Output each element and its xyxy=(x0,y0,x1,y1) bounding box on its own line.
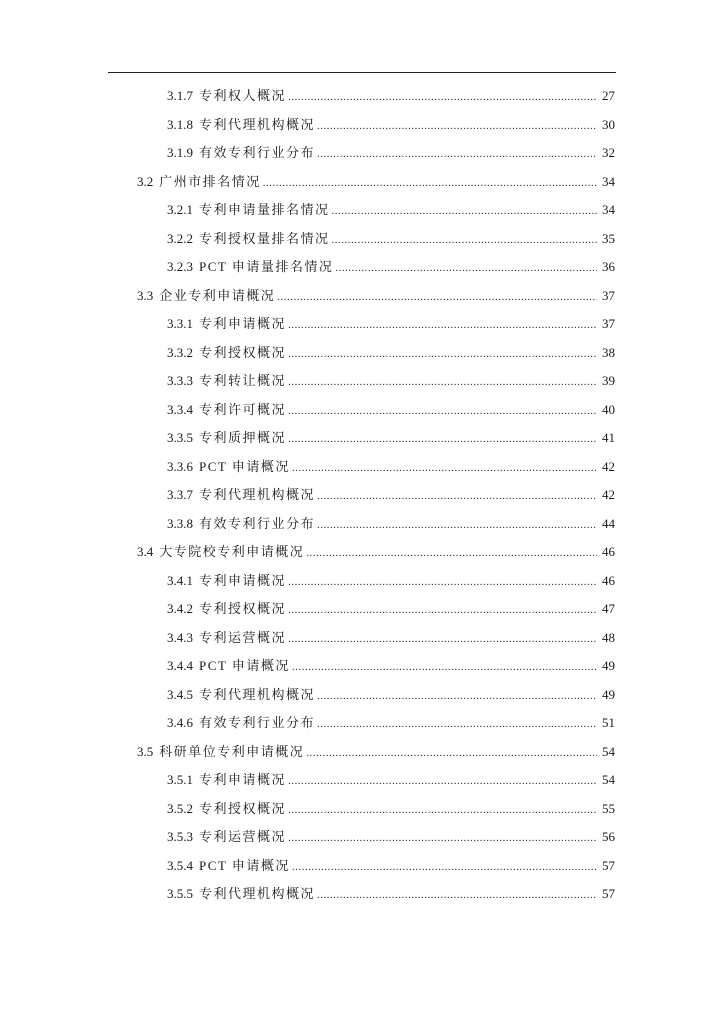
toc-entry-page: 54 xyxy=(602,743,615,759)
toc-entry-page: 49 xyxy=(602,658,615,673)
toc-entry-title: 广州市排名情况 xyxy=(159,173,261,189)
toc-entry-page: 49 xyxy=(602,686,615,702)
toc-entry-page: 40 xyxy=(602,401,615,417)
toc-entry[interactable] xyxy=(167,371,615,391)
toc-entry-title: 企业专利申请概况 xyxy=(159,287,276,303)
toc-entry-page: 41 xyxy=(602,430,615,445)
toc-entry-page: 27 xyxy=(602,88,615,103)
toc-entry-number: 3.4 xyxy=(137,544,154,559)
toc-entry-number: 3.5.2 xyxy=(167,800,193,816)
toc-entry-number: 3.4.4 xyxy=(167,658,193,673)
toc-entry-title: 专利质押概况 xyxy=(199,430,287,445)
toc-entry-title: 有效专利行业分布 xyxy=(199,145,316,160)
toc-entry[interactable] xyxy=(167,685,615,705)
toc-entry-title: 专利许可概况 xyxy=(199,401,287,417)
toc-entry-number: 3.2.1 xyxy=(167,202,193,217)
toc-entry-title: 专利授权量排名情况 xyxy=(199,230,330,246)
toc-entry-number: 3.4.5 xyxy=(167,686,193,702)
toc-entry-number: 3.1.8 xyxy=(167,116,193,132)
toc-dot-leader xyxy=(288,771,597,791)
toc-entry-title: 专利运营概况 xyxy=(199,829,287,844)
toc-entry-title: 专利运营概况 xyxy=(199,629,287,645)
toc-dot-leader xyxy=(317,686,597,706)
toc-entry-page: 44 xyxy=(602,515,615,531)
toc-entry[interactable] xyxy=(167,628,615,648)
toc-dot-leader xyxy=(288,572,597,592)
toc-entry-number: 3.5.3 xyxy=(167,829,193,844)
toc-entry-number: 3.5 xyxy=(137,743,154,759)
toc-dot-leader xyxy=(317,144,597,164)
toc-dot-leader xyxy=(288,629,597,649)
header-rule xyxy=(108,72,616,73)
toc-entry-number: 3.4.6 xyxy=(167,715,193,730)
toc-entry[interactable] xyxy=(167,656,615,676)
toc-entry[interactable] xyxy=(167,457,615,477)
toc-entry-number: 3.3.4 xyxy=(167,401,193,417)
toc-entry-title: 专利授权概况 xyxy=(199,800,287,816)
toc-entry-number: 3.5.1 xyxy=(167,772,193,787)
toc-entry[interactable] xyxy=(167,599,615,619)
toc-entry[interactable] xyxy=(167,713,615,733)
toc-entry[interactable] xyxy=(137,172,615,192)
toc-entry-title: 有效专利行业分布 xyxy=(199,515,316,531)
toc-entry-title: 大专院校专利申请概况 xyxy=(159,544,305,559)
toc-dot-leader xyxy=(317,714,597,734)
toc-entry-number: 3.4.2 xyxy=(167,601,193,616)
toc-entry-page: 57 xyxy=(602,886,615,901)
toc-entry-page: 46 xyxy=(602,544,615,559)
toc-dot-leader xyxy=(317,486,597,506)
toc-entry-number: 3.1.9 xyxy=(167,145,193,160)
toc-entry[interactable] xyxy=(137,542,615,562)
toc-entry-number: 3.5.5 xyxy=(167,886,193,901)
toc-dot-leader xyxy=(288,87,597,107)
toc-entry-page: 56 xyxy=(602,829,615,844)
toc-entry[interactable] xyxy=(167,115,615,135)
toc-entry-page: 34 xyxy=(602,202,615,217)
toc-entry-title: 专利授权概况 xyxy=(199,344,287,360)
toc-entry-title: 专利转让概况 xyxy=(199,373,287,388)
toc-entry-title: 专利申请量排名情况 xyxy=(199,202,330,217)
toc-entry-number: 3.3.5 xyxy=(167,430,193,445)
toc-entry-title: 专利申请概况 xyxy=(199,572,287,588)
toc-entry-number: 3.2.2 xyxy=(167,230,193,246)
toc-entry[interactable] xyxy=(167,770,615,790)
toc-entry-number: 3.1.7 xyxy=(167,88,193,103)
toc-entry-page: 39 xyxy=(602,373,615,388)
toc-entry-title: 专利代理机构概况 xyxy=(199,487,316,502)
toc-entry-page: 35 xyxy=(602,230,615,246)
toc-dot-leader xyxy=(288,372,597,392)
toc-entry[interactable] xyxy=(167,86,615,106)
toc-entry-title: 专利代理机构概况 xyxy=(199,686,316,702)
toc-entry-page: 57 xyxy=(602,857,615,873)
toc-entry[interactable] xyxy=(167,257,615,277)
toc-entry[interactable] xyxy=(167,827,615,847)
toc-dot-leader xyxy=(288,800,597,820)
toc-dot-leader xyxy=(288,600,597,620)
toc-entry-page: 55 xyxy=(602,800,615,816)
toc-entry-page: 36 xyxy=(602,259,615,274)
toc-entry-number: 3.3.8 xyxy=(167,515,193,531)
toc-entry[interactable] xyxy=(167,485,615,505)
toc-entry-number: 3.3 xyxy=(137,287,154,303)
toc-dot-leader xyxy=(288,344,597,364)
toc-dot-leader xyxy=(288,401,597,421)
toc-entry-page: 46 xyxy=(602,572,615,588)
toc-entry-number: 3.3.3 xyxy=(167,373,193,388)
toc-dot-leader xyxy=(277,287,597,307)
toc-entry[interactable] xyxy=(167,884,615,904)
toc-entry-title: PCT 申请量排名情况 xyxy=(199,259,334,274)
toc-entry-page: 32 xyxy=(602,145,615,160)
toc-entry-page: 54 xyxy=(602,772,615,787)
toc-entry-title: 专利申请概况 xyxy=(199,772,287,787)
toc-dot-leader xyxy=(332,201,597,221)
toc-dot-leader xyxy=(317,885,597,905)
toc-entry-page: 37 xyxy=(602,316,615,331)
toc-dot-leader xyxy=(292,657,597,677)
toc-entry-page: 37 xyxy=(602,287,615,303)
toc-entry-page: 51 xyxy=(602,715,615,730)
toc-entry-number: 3.5.4 xyxy=(167,857,193,873)
toc-entry-title: 有效专利行业分布 xyxy=(199,715,316,730)
toc-entry-title: 专利代理机构概况 xyxy=(199,886,316,901)
toc-entry-page: 30 xyxy=(602,116,615,132)
toc-entry[interactable] xyxy=(167,200,615,220)
toc-entry-title: PCT 申请概况 xyxy=(199,857,290,873)
toc-entry-number: 3.3.6 xyxy=(167,458,193,474)
toc-entry-page: 34 xyxy=(602,173,615,189)
toc-entry-number: 3.4.3 xyxy=(167,629,193,645)
toc-entry-number: 3.3.7 xyxy=(167,487,193,502)
toc-entry[interactable] xyxy=(167,143,615,163)
toc-dot-leader xyxy=(263,173,597,193)
toc-entry[interactable] xyxy=(167,343,615,363)
toc-dot-leader xyxy=(288,429,597,449)
toc-entry[interactable] xyxy=(167,856,615,876)
toc-entry-number: 3.3.2 xyxy=(167,344,193,360)
toc-dot-leader xyxy=(292,857,597,877)
toc-entry-number: 3.2 xyxy=(137,173,154,189)
toc-dot-leader xyxy=(292,458,597,478)
toc-entry-title: 专利授权概况 xyxy=(199,601,287,616)
toc-dot-leader xyxy=(288,315,597,335)
toc-dot-leader xyxy=(332,230,597,250)
toc-dot-leader xyxy=(288,828,597,848)
toc-entry-number: 3.4.1 xyxy=(167,572,193,588)
toc-entry[interactable] xyxy=(167,571,615,591)
toc-dot-leader xyxy=(317,116,597,136)
toc-entry-title: 专利申请概况 xyxy=(199,316,287,331)
toc-entry[interactable] xyxy=(167,428,615,448)
toc-entry-title: PCT 申请概况 xyxy=(199,658,290,673)
toc-entry[interactable] xyxy=(167,514,615,534)
toc-dot-leader xyxy=(306,543,597,563)
toc-entry-title: 专利权人概况 xyxy=(199,88,287,103)
toc-entry-title: 科研单位专利申请概况 xyxy=(159,743,305,759)
toc-entry-title: 专利代理机构概况 xyxy=(199,116,316,132)
toc-entry-number: 3.2.3 xyxy=(167,259,193,274)
toc-entry-page: 47 xyxy=(602,601,615,616)
toc-entry[interactable] xyxy=(167,799,615,819)
toc-entry[interactable] xyxy=(137,742,615,762)
toc-entry[interactable] xyxy=(167,229,615,249)
toc-entry-page: 42 xyxy=(602,487,615,502)
toc-entry-page: 48 xyxy=(602,629,615,645)
toc-entry[interactable] xyxy=(167,314,615,334)
toc-entry-number: 3.3.1 xyxy=(167,316,193,331)
toc-entry[interactable] xyxy=(167,400,615,420)
toc-dot-leader xyxy=(317,515,597,535)
toc-entry-page: 42 xyxy=(602,458,615,474)
toc-entry-page: 38 xyxy=(602,344,615,360)
toc-entry[interactable] xyxy=(137,286,615,306)
toc-dot-leader xyxy=(335,258,597,278)
toc-dot-leader xyxy=(306,743,597,763)
toc-entry-title: PCT 申请概况 xyxy=(199,458,290,474)
